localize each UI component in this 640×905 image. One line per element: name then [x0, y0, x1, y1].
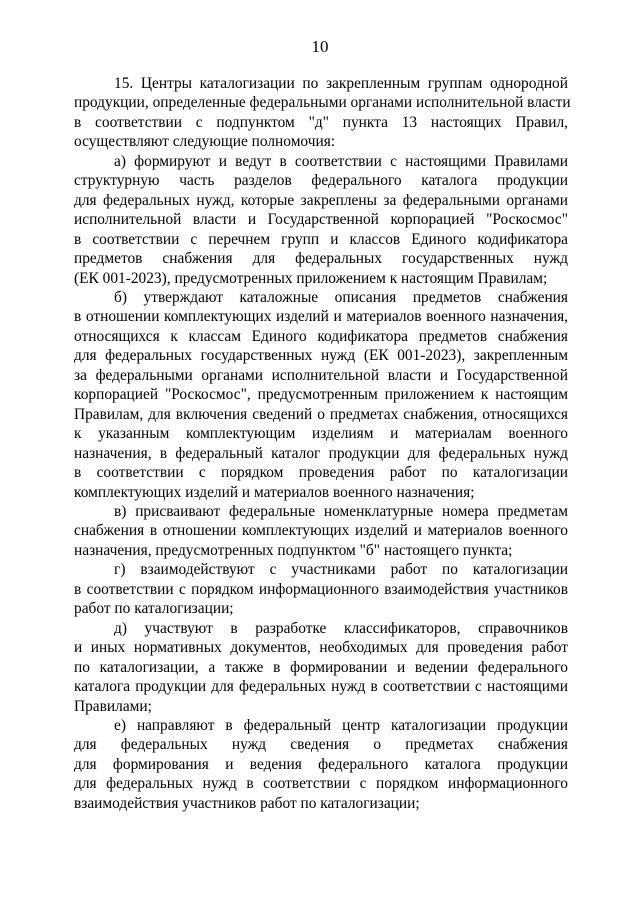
paragraph-b	[74, 288, 568, 502]
paragraph-a	[74, 152, 568, 288]
text-line: для федеральных нужд в соответствии с порядком информационного	[74, 775, 568, 793]
text-line: для федеральных нужд сведения о предметах снабжения	[74, 736, 568, 754]
text-line: осуществляют следующие полномочия:	[74, 133, 336, 151]
text-line: корпорацией "Роскосмос", предусмотренным приложением к настоящим	[74, 386, 568, 404]
text-line: е) направляют в федеральный центр каталогизации продукции	[114, 716, 568, 734]
text-line: в отношении комплектующих изделий и материалов военного назначения,	[74, 308, 568, 326]
text-line: назначения, в федеральный каталог продукции для федеральных нужд	[74, 444, 568, 462]
text-line: д) участвуют в разработке классификаторов, справочников	[114, 619, 568, 637]
text-line: относящихся к классам Единого кодификатора предметов снабжения	[74, 327, 568, 345]
document-body	[74, 74, 571, 813]
text-line: взаимодействия участников работ по каталогизации;	[74, 794, 420, 812]
text-line: и иных нормативных документов, необходимых для проведения работ	[74, 639, 568, 657]
text-line: снабжения в отношении комплектующих изделий и материалов военного	[74, 522, 568, 540]
text-line: в соответствии с подпунктом "д" пункта 13 настоящих Правил,	[74, 113, 568, 131]
text-line: к указанным комплектующим изделиям и материалам военного	[74, 425, 568, 443]
text-line: исполнительной власти и Государственной корпорацией "Роскосмос"	[74, 211, 568, 229]
text-line: комплектующих изделий и материалов военного назначения;	[74, 483, 475, 501]
text-line: б) утверждают каталожные описания предметов снабжения	[114, 288, 568, 306]
text-line: в соответствии с порядком информационного взаимодействия участников	[74, 580, 568, 598]
paragraph-g	[74, 560, 568, 618]
paragraph-d	[74, 619, 568, 716]
text-line: Правилами;	[74, 697, 152, 715]
text-line: работ по каталогизации;	[74, 600, 234, 618]
text-line: Правилам, для включения сведений о предметах снабжения, относящихся	[74, 405, 568, 423]
text-line: (ЕК 001-2023), предусмотренных приложением к настоящим Правилам;	[74, 269, 548, 287]
text-line: в) присваивают федеральные номенклатурные номера предметам	[114, 502, 568, 520]
text-line: в соответствии с порядком проведения работ по каталогизации	[74, 464, 568, 482]
page-number: 10	[311, 37, 329, 56]
paragraph-e	[74, 716, 568, 813]
text-line: предметов снабжения для федеральных государственных нужд	[74, 250, 568, 268]
text-line: каталога продукции для федеральных нужд в соответствии с настоящими	[74, 678, 568, 696]
text-line: для федеральных государственных нужд (ЕК 001-2023), закрепленным	[74, 347, 568, 365]
text-line: для федеральных нужд, которые закреплены за федеральными органами	[74, 191, 568, 209]
text-line: в соответствии с перечнем групп и классов Единого кодификатора	[74, 230, 568, 248]
text-line: продукции, определенные федеральными органами исполнительной власти	[74, 94, 571, 112]
paragraph-15	[74, 74, 571, 152]
text-line: по каталогизации, а также в формировании и ведении федерального	[74, 658, 568, 676]
text-line: для формирования и ведения федерального каталога продукции	[74, 755, 568, 773]
text-line: 15. Центры каталогизации по закрепленным группам однородной	[114, 75, 568, 92]
text-line: г) взаимодействуют с участниками работ по каталогизации	[114, 561, 568, 579]
paragraph-v	[74, 502, 568, 560]
text-line: за федеральными органами исполнительной власти и Государственной	[74, 366, 568, 384]
text-line: а) формируют и ведут в соответствии с настоящими Правилами	[114, 152, 568, 170]
text-line: структурную часть разделов федерального каталога продукции	[74, 172, 568, 190]
text-line: назначения, предусмотренных подпунктом "б" настоящего пункта;	[74, 541, 513, 559]
